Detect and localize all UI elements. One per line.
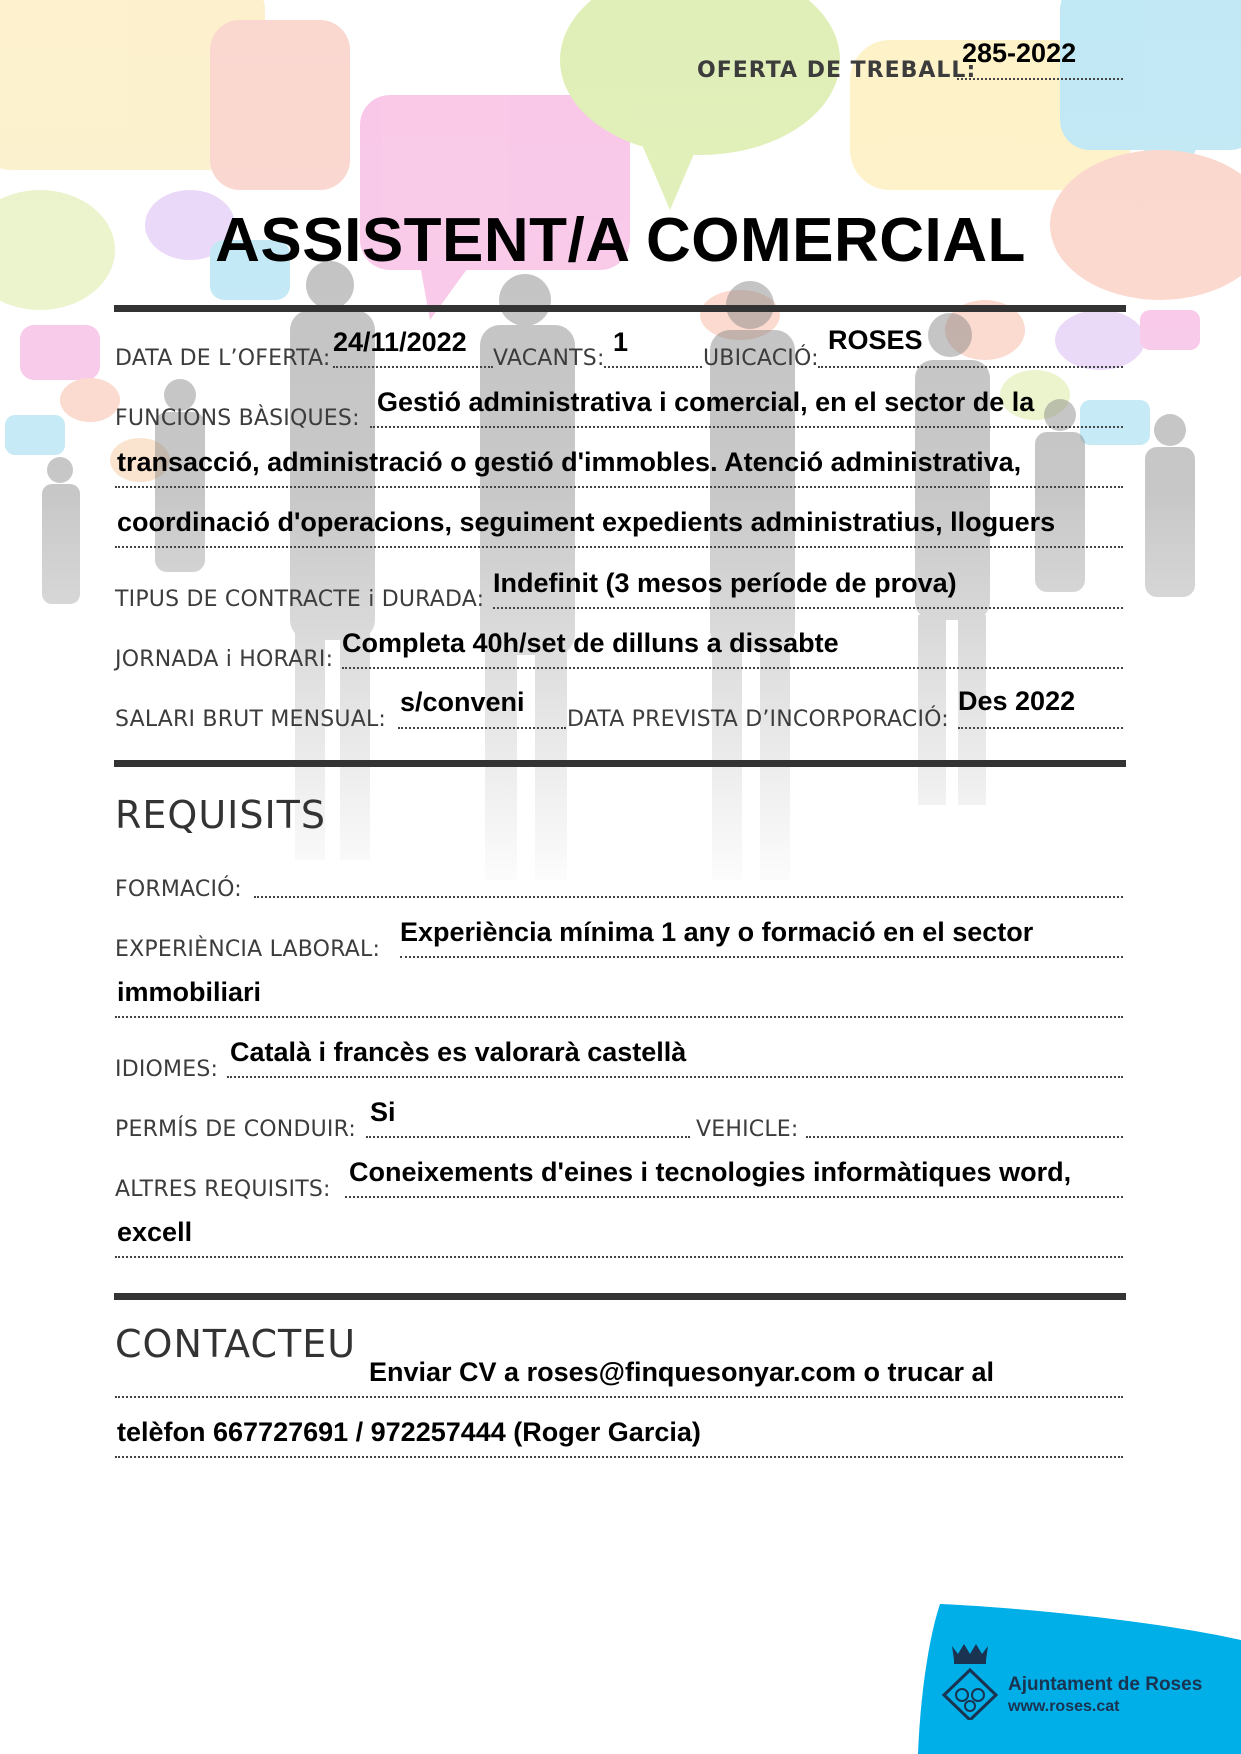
contract-value: Indefinit (3 mesos període de prova) (493, 568, 957, 598)
offer-number: 285-2022 (962, 38, 1077, 68)
location-label: UBICACIÓ: (703, 346, 819, 371)
page-title: ASSISTENT/A COMERCIAL (215, 206, 1026, 275)
vacants-label: VACANTS: (493, 346, 605, 371)
contact-line-2: telèfon 667727691 / 972257444 (Roger Garcia) (117, 1417, 701, 1447)
experience-label: EXPERIÈNCIA LABORAL: (115, 937, 381, 962)
date-value: 24/11/2022 (333, 327, 467, 357)
vacants-value: 1 (613, 327, 629, 357)
date-label: DATA DE L’OFERTA: (115, 346, 331, 371)
schedule-value: Completa 40h/set de dilluns a dissabte (342, 628, 839, 658)
divider (114, 1293, 1126, 1300)
training-label: FORMACIÓ: (115, 877, 242, 902)
start-label: DATA PREVISTA D’INCORPORACIÓ: (567, 707, 949, 732)
other-label: ALTRES REQUISITS: (115, 1177, 331, 1202)
offer-label: OFERTA DE TREBALL: (697, 58, 977, 83)
roses-coat-of-arms-icon (940, 1640, 1000, 1720)
divider (114, 305, 1126, 312)
salary-label: SALARI BRUT MENSUAL: (115, 707, 387, 732)
footer-url[interactable]: www.roses.cat (1008, 1698, 1120, 1715)
divider (114, 760, 1126, 767)
footer-org-name: Ajuntament de Roses (1008, 1674, 1203, 1695)
salary-value: s/conveni (400, 687, 525, 717)
contract-label: TIPUS DE CONTRACTE i DURADA: (115, 587, 485, 612)
languages-value: Català i francès es valorarà castellà (230, 1037, 687, 1067)
location-value: ROSES (828, 325, 923, 355)
experience-line-1: Experiència mínima 1 any o formació en el sector (400, 917, 1034, 947)
other-line-1: Coneixements d'eines i tecnologies informàtiques word, (349, 1157, 1072, 1187)
functions-label: FUNCIONS BÀSIQUES: (115, 406, 360, 431)
requirements-heading: REQUISITS (115, 793, 327, 837)
vehicle-label: VEHICLE: (696, 1117, 799, 1142)
functions-line-1: Gestió administrativa i comercial, en el sector de la (377, 387, 1035, 417)
contact-line-1: Enviar CV a roses@finquesonyar.com o trucar al (369, 1357, 995, 1387)
languages-label: IDIOMES: (115, 1057, 219, 1082)
experience-line-2: immobiliari (117, 977, 262, 1007)
other-line-2: excell (117, 1217, 193, 1247)
contact-heading: CONTACTEU (115, 1322, 357, 1366)
schedule-label: JORNADA i HORARI: (115, 647, 334, 672)
functions-line-2: transacció, administració o gestió d'immobles. Atenció administrativa, (117, 447, 1022, 477)
license-value: Si (370, 1097, 396, 1127)
functions-line-3: coordinació d'operacions, seguiment expedients administratius, lloguers (117, 507, 1056, 537)
license-label: PERMÍS DE CONDUIR: (115, 1117, 357, 1142)
start-value: Des 2022 (958, 686, 1076, 716)
